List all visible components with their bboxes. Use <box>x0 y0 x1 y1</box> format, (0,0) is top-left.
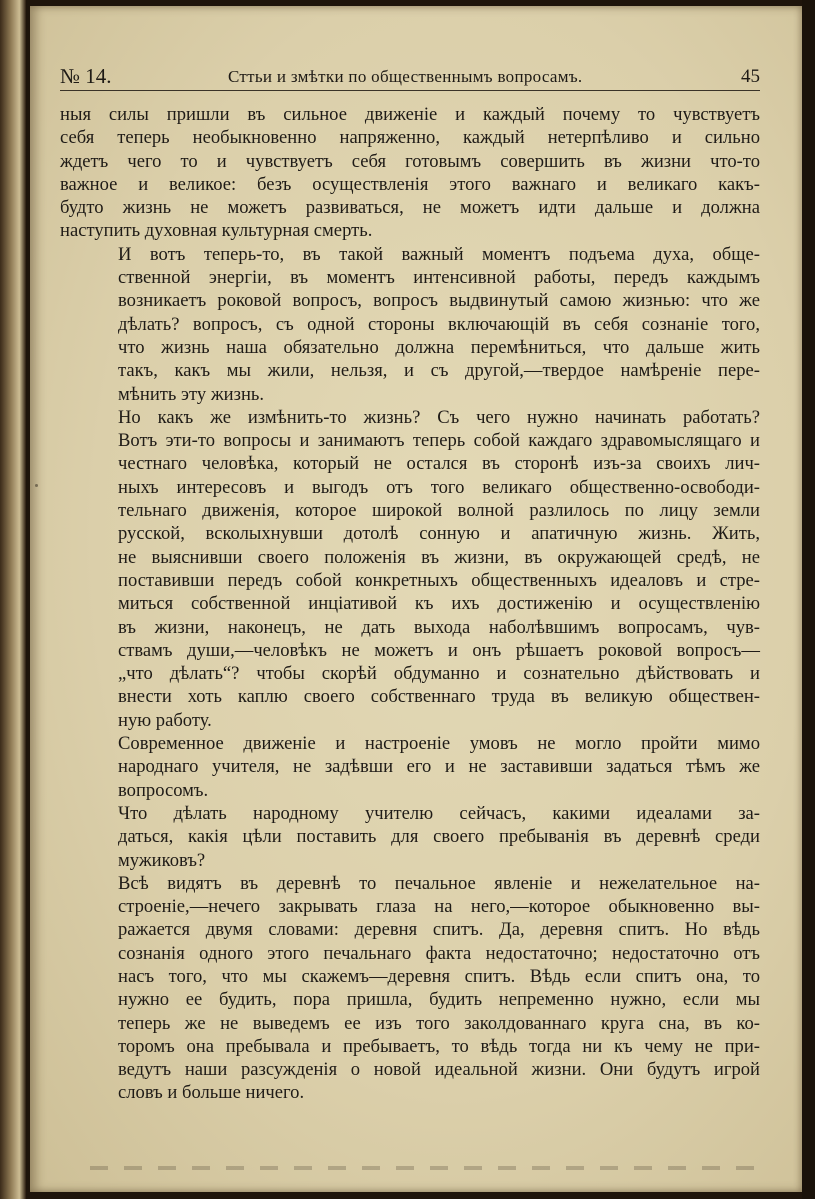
text-line: насъ того, что мы скажемъ—деревня спитъ. Вѣдь если спитъ она, то <box>118 965 760 987</box>
book-page <box>30 6 802 1192</box>
text-line: нужно ее будить, пора пришла, будить непременно нужно, если мы <box>118 989 760 1011</box>
paragraph <box>60 732 760 802</box>
text-line: Современное движеніе и настроеніе умовъ не могло пройти мимо <box>118 733 760 755</box>
text-line: строеніе,—нечего закрывать глаза на него,—которое обыкновенно вы- <box>118 896 760 918</box>
text-line: что жизнь наша обязательно должна перемѣниться, что дальше жить <box>118 336 760 358</box>
text-line: теперь же не выведемъ ее изъ того заколдованнаго круга сна, въ ко- <box>118 1012 760 1034</box>
text-line: словъ и больше ничего. <box>118 1082 305 1104</box>
paragraph <box>60 103 760 243</box>
text-line: сознанія одного этого печальнаго факта недостаточно; недостаточно отъ <box>118 942 760 964</box>
paragraph <box>60 802 760 872</box>
text-line: ражается двумя словами: деревня спитъ. Да, деревня спитъ. Но вѣдь <box>118 919 760 941</box>
text-line: миться собственной инціативой къ ихъ достиженію и осуществленію <box>118 593 760 615</box>
text-line: народнаго учителя, не задѣвши его и не заставивши задаться тѣмъ же <box>118 756 760 778</box>
issue-number: № 14. <box>60 64 112 88</box>
text-line: честнаго человѣка, который не остался въ сторонѣ изъ-за своихъ лич- <box>118 453 760 475</box>
text-line: ственной энергіи, въ моментъ интенсивной работы, передъ каждымъ <box>118 267 760 289</box>
text-line: ведутъ наши разсужденія о новой идеальной жизни. Они будутъ игрой <box>118 1059 760 1081</box>
text-line: Вотъ эти-то вопросы и занимаютъ теперь собой каждаго здравомыслящаго и <box>118 430 760 452</box>
text-line: тельнаго движенія, которое широкой волной разлилось по лицу земли <box>118 500 760 522</box>
text-line: внести хоть каплю своего собственнаго труда въ великую обществен- <box>118 686 760 708</box>
paragraph <box>60 406 760 732</box>
header-rule <box>60 90 760 91</box>
text-line: ствамъ души,—человѣкъ не можетъ и онъ рѣшаетъ роковой вопросъ— <box>118 639 760 661</box>
text-line: ждетъ чего то и чувствуетъ себя готовымъ совершить въ жизни что-то <box>60 150 760 172</box>
text-line: даться, какія цѣли поставить для своего пребыванія въ деревнѣ среди <box>118 826 760 848</box>
text-line: поставивши передъ собой конкретныхъ общественныхъ идеаловъ и стре- <box>118 569 760 591</box>
text-line: не выяснивши своего положенія въ жизни, въ окружающей средѣ, не <box>118 546 760 568</box>
text-line: И вотъ теперь-то, въ такой важный моментъ подъема духа, обще- <box>118 243 760 265</box>
text-line: русской, всколыхнувши дотолѣ сонную и апатичную жизнь. Жить, <box>118 523 760 545</box>
paragraph <box>60 243 760 406</box>
right-gutter <box>802 0 815 1199</box>
text-line: Но какъ же измѣнить-то жизнь? Съ чего нужно начинать работать? <box>118 406 760 428</box>
text-line: ныхъ интересовъ и выгодъ отъ того великаго общественно-освободи- <box>118 476 760 498</box>
body-text <box>60 103 760 1105</box>
text-line: ную работу. <box>118 709 212 731</box>
text-line: возникаетъ роковой вопросъ, вопросъ выдвинутый самою жизнью: что же <box>118 290 760 312</box>
text-line: мужиковъ? <box>118 849 206 871</box>
text-line: торомъ она пребывала и пребываетъ, то вѣдь тогда ни къ чему не при- <box>118 1035 760 1057</box>
text-line: „что дѣлать“? чтобы скорѣй обдуманно и сознательно дѣйствовать и <box>118 663 760 685</box>
text-line: вопросомъ. <box>118 779 209 801</box>
scan-speck <box>35 484 38 487</box>
running-header <box>60 64 760 90</box>
section-title: Сттьи и змѣтки по общественнымъ вопросамъ. <box>228 67 583 86</box>
text-line: будто жизнь не можетъ развиваться, не можетъ идти дальше и должна <box>60 197 760 219</box>
page-number: 45 <box>741 66 760 87</box>
text-line: Что дѣлать народному учителю сейчасъ, какими идеалами за- <box>118 802 760 824</box>
text-line: наступить духовная культурная смерть. <box>60 220 373 242</box>
text-line: такъ, какъ мы жили, нельзя, и съ другой,—твердое намѣреніе пере- <box>118 360 760 382</box>
text-line: мѣнить эту жизнь. <box>118 383 265 405</box>
bottom-bleed-through <box>90 1166 770 1170</box>
text-line: въ жизни, наконецъ, не дать выхода наболѣвшимъ вопросамъ, чув- <box>118 616 760 638</box>
paragraph <box>60 872 760 1105</box>
text-line: себя теперь необыкновенно напряженно, каждый нетерпѣливо и сильно <box>60 127 760 149</box>
text-line: дѣлать? вопросъ, съ одной стороны включающій въ себя сознаніе того, <box>118 313 760 335</box>
text-line: ныя силы пришли въ сильное движеніе и каждый почему то чувствуетъ <box>60 104 760 125</box>
previous-page-edge <box>0 0 26 1199</box>
text-line: Всѣ видятъ въ деревнѣ то печальное явленіе и нежелательное на- <box>118 872 760 894</box>
text-line: важное и великое: безъ осуществленія этого важнаго и великаго какъ- <box>60 173 760 195</box>
